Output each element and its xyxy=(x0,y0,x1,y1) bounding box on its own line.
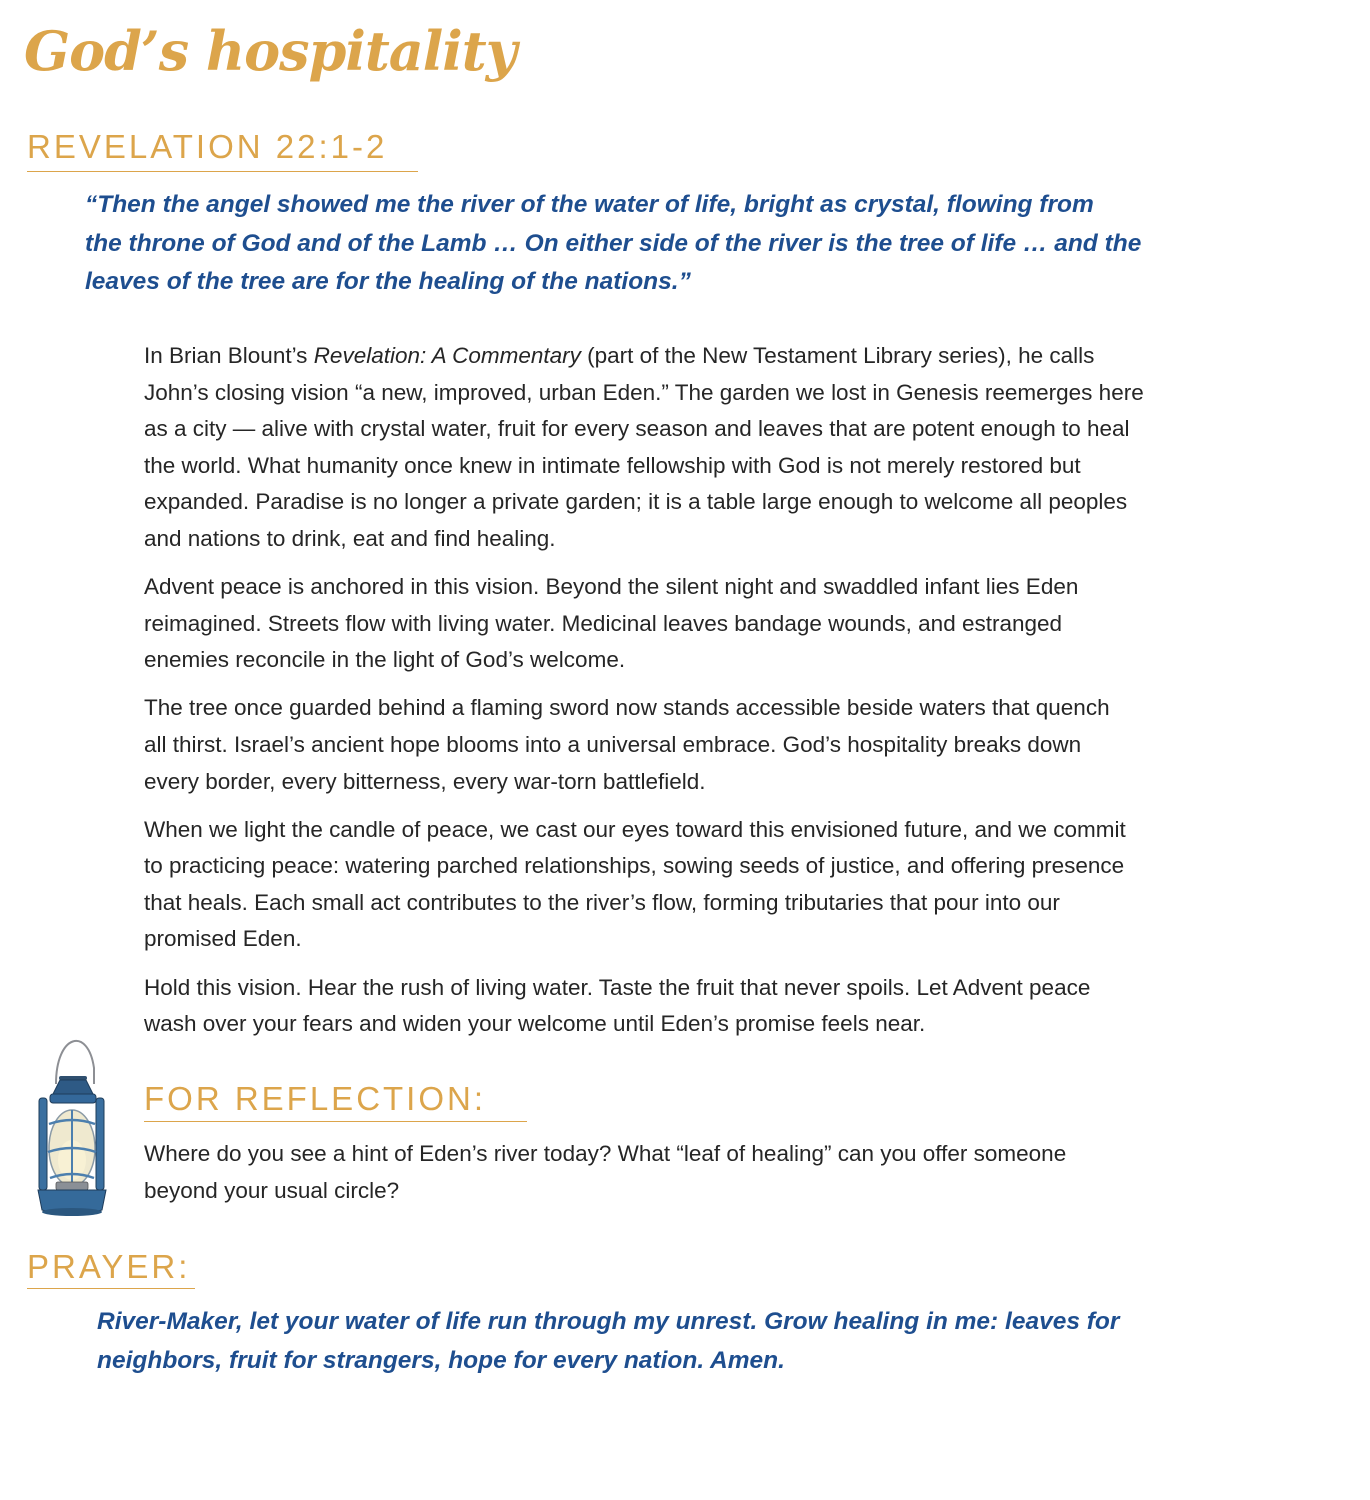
prayer-line: River-Maker, let your water of life run through my unrest. Grow healing in me: leaves for xyxy=(97,1308,1120,1335)
prayer-underline xyxy=(27,1288,195,1289)
reflection-line: Where do you see a hint of Eden’s river today? What “leaf of healing” can you offer someone xyxy=(144,1141,1067,1166)
body-line: Hold this vision. Hear the rush of living water. Taste the fruit that never spoils. Let Advent peace xyxy=(144,974,1091,1000)
body-text-fragment: In Brian Blount’s xyxy=(144,343,314,368)
body-line: and nations to drink, eat and find healing. xyxy=(144,525,556,551)
page-title: God’s hospitality xyxy=(24,19,517,83)
lantern-icon xyxy=(26,1028,116,1218)
body-line: to practicing peace: watering parched relationships, sowing seeds of justice, and offering presence xyxy=(144,853,1125,879)
prayer-text xyxy=(97,1302,1119,1380)
body-paragraph-5 xyxy=(144,970,1354,1043)
reflection-heading: FOR REFLECTION: xyxy=(144,1080,487,1117)
body-line: as a city — alive with crystal water, fruit for every season and leaves that are potent enough to heal xyxy=(144,416,1130,442)
body-paragraph-1 xyxy=(144,338,1354,558)
reflection-question xyxy=(144,1136,1066,1209)
body-line: wash over your fears and widen your welcome until Eden’s promise feels near. xyxy=(144,1011,926,1037)
body-paragraph-2 xyxy=(144,569,1354,679)
body-line: that heals. Each small act contributes to the river’s flow, forming tributaries that pour into our xyxy=(144,889,1060,915)
scripture-quote xyxy=(85,186,1355,302)
reference-underline xyxy=(27,171,418,172)
devotional-body xyxy=(144,338,1354,1054)
body-line: expanded. Paradise is no longer a private garden; it is a table large enough to welcome all peoples xyxy=(144,489,1128,515)
body-line: John’s closing vision “a new, improved, urban Eden.” The garden we lost in Genesis reemerges here xyxy=(144,379,1144,405)
body-line: all thirst. Israel’s ancient hope blooms into a universal embrace. God’s hospitality breaks down xyxy=(144,731,1082,757)
body-line: When we light the candle of peace, we cast our eyes toward this envisioned future, and we commit xyxy=(144,816,1126,842)
prayer-line: neighbors, fruit for strangers, hope for every nation. Amen. xyxy=(97,1347,785,1374)
body-line: enemies reconcile in the light of God’s welcome. xyxy=(144,647,626,673)
body-line: Advent peace is anchored in this vision. Beyond the silent night and swaddled infant lies Eden xyxy=(144,574,1079,600)
book-title: Revelation: A Commentary xyxy=(313,343,581,368)
reflection-underline xyxy=(144,1121,527,1122)
body-line: every border, every bitterness, every war-torn battlefield. xyxy=(144,768,706,794)
body-line: the world. What humanity once knew in intimate fellowship with God is not merely restored but xyxy=(144,452,1081,478)
body-text-fragment: (part of the New Testament Library series), he calls xyxy=(580,343,1095,368)
body-paragraph-4 xyxy=(144,812,1354,958)
scripture-line: leaves of the tree are for the healing of the nations.” xyxy=(85,268,691,295)
scripture-reference: REVELATION 22:1-2 xyxy=(27,128,388,165)
body-line: promised Eden. xyxy=(144,926,302,952)
scripture-line: the throne of God and of the Lamb … On either side of the river is the tree of life … and the xyxy=(85,229,1142,257)
body-line: The tree once guarded behind a flaming sword now stands accessible beside waters that quench xyxy=(144,695,1110,721)
prayer-heading: PRAYER: xyxy=(27,1248,191,1285)
scripture-line: “Then the angel showed me the river of the water of life, bright as crystal, flowing from xyxy=(85,191,1094,218)
body-paragraph-3 xyxy=(144,690,1354,800)
reflection-line: beyond your usual circle? xyxy=(144,1177,400,1203)
body-line: reimagined. Streets flow with living water. Medicinal leaves bandage wounds, and estranged xyxy=(144,610,1063,636)
body-line xyxy=(144,338,1354,375)
